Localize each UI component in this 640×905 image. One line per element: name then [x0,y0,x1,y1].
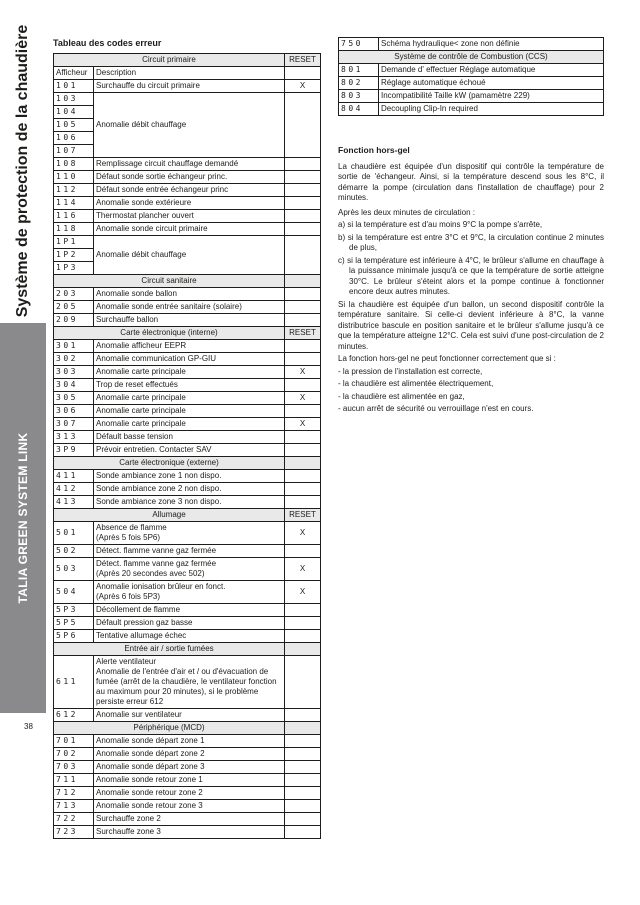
desc-cell: Défaut sonde sortie échangeur princ. [94,171,285,184]
reset-header: RESET [285,509,321,522]
reset-header [285,275,321,288]
desc-cell: Anomalie afficheur EEPR [94,340,285,353]
desc-cell: Schéma hydraulique< zone non définie [379,38,604,51]
desc-cell: Tentative allumage échec [94,630,285,643]
table-row [54,392,321,405]
table-row [54,617,321,630]
table-row [54,735,321,748]
table-row [54,223,321,236]
code-cell: 3P9 [54,444,94,457]
desc-cell: Trop de reset effectués [94,379,285,392]
list-item: - la pression de l'installation est correcte, [338,366,483,376]
code-cell: 712 [54,787,94,800]
table-row [54,483,321,496]
reset-cell [285,353,321,366]
reset-cell [285,301,321,314]
code-cell: 5P6 [54,630,94,643]
desc-cell: Anomalie sonde ballon [94,288,285,301]
reset-cell [285,604,321,617]
section-title-text: Système de protection de la chaudière [14,24,31,318]
table-row [54,444,321,457]
group-header-row [54,54,321,67]
code-cell: 5P5 [54,617,94,630]
column-header-code: Afficheur [54,67,94,80]
code-cell: 209 [54,314,94,327]
desc-cell: Anomalie ionisation brûleur en fonct. (Après 6 fois 5P3) [94,581,285,604]
reset-cell [285,314,321,327]
table-row [54,709,321,722]
table-row [54,470,321,483]
reset-cell [285,630,321,643]
reset-header [285,643,321,656]
page-number: 38 [24,722,33,731]
table-row [54,800,321,813]
table-row [54,761,321,774]
group-header-row [54,643,321,656]
table-row [54,366,321,379]
table-row [54,184,321,197]
frost-protection-section [338,145,604,417]
paragraph: Après les deux minutes de circulation : [338,207,475,217]
desc-cell: Réglage automatique échoué [379,77,604,90]
reset-cell: X [285,80,321,93]
table-row [54,301,321,314]
table-row [54,558,321,581]
desc-cell: Anomalie sonde extérieure [94,197,285,210]
group-header-row [54,457,321,470]
reset-cell [285,470,321,483]
group-header: Périphérique (MCD) [54,722,285,735]
group-header: Système de contrôle de Combustion (CCS) [339,51,604,64]
code-cell: 612 [54,709,94,722]
reset-cell [285,748,321,761]
list-item: - la chaudière est alimentée en gaz, [338,391,465,401]
code-cell: 803 [339,90,379,103]
desc-cell: Décollement de flamme [94,604,285,617]
list-item: b) si la température est entre 3°C et 9°C, la circulation continue 2 minutes de plus, [338,232,604,252]
reset-cell [285,171,321,184]
table-row [54,748,321,761]
desc-cell: Remplissage circuit chauffage demandé [94,158,285,171]
reset-header: RESET [285,54,321,67]
code-cell: 116 [54,210,94,223]
group-header-row [54,722,321,735]
reset-cell [285,656,321,709]
code-cell: 306 [54,405,94,418]
desc-cell: Thermostat plancher ouvert [94,210,285,223]
desc-cell: Anomalie communication GP-GIU [94,353,285,366]
reset-cell [285,826,321,839]
code-cell: 802 [339,77,379,90]
table-row [54,340,321,353]
table-row [54,80,321,93]
table-row [54,581,321,604]
group-header: Allumage [54,509,285,522]
desc-cell: Surchauffe du circuit primaire [94,80,285,93]
desc-cell: Anomalie carte principale [94,418,285,431]
paragraph: La fonction hors-gel ne peut fonctionner correctement que si : [338,354,556,363]
table-row [339,77,604,90]
code-cell: 103 [54,93,94,106]
table-row [54,418,321,431]
desc-cell: Défault basse tension [94,431,285,444]
reset-cell [285,197,321,210]
code-cell: 750 [339,38,379,51]
frost-protection-title: Fonction hors-gel [338,145,410,155]
reset-cell: X [285,558,321,581]
desc-cell: Sonde ambiance zone 1 non dispo. [94,470,285,483]
list-item: c) si la température est inférieure à 4°C, le brûleur s'allume en chauffage à la puissance minimale jusqu'à ce que la température de sortie atteigne 30°C. Le brûleur s'éteint alors et la pompe continue à fonctionner encore deux autres minutes. [338,255,604,296]
reset-cell [285,405,321,418]
table-row [54,353,321,366]
code-cell: 413 [54,496,94,509]
desc-cell: Anomalie sonde départ zone 1 [94,735,285,748]
desc-cell: Anomalie carte principale [94,392,285,405]
reset-cell [285,158,321,171]
desc-cell: Anomalie carte principale [94,366,285,379]
table-row [339,64,604,77]
table-row [54,787,321,800]
table-row [339,90,604,103]
table-row [54,522,321,545]
desc-cell: Anomalie carte principale [94,405,285,418]
table-row [339,103,604,116]
product-band [0,323,46,713]
reset-cell: X [285,581,321,604]
reset-header: RESET [285,327,321,340]
code-cell: 723 [54,826,94,839]
reset-cell: X [285,366,321,379]
reset-cell [285,761,321,774]
code-cell: 804 [339,103,379,116]
desc-cell: Anomalie sonde retour zone 3 [94,800,285,813]
reset-cell: X [285,418,321,431]
table-row [54,158,321,171]
code-cell: 502 [54,545,94,558]
code-cell: 1P3 [54,262,94,275]
code-cell: 501 [54,522,94,545]
reset-cell [285,184,321,197]
reset-cell [285,340,321,353]
table-row [54,236,321,249]
desc-cell: Anomalie sonde retour zone 2 [94,787,285,800]
code-cell: 305 [54,392,94,405]
code-cell: 105 [54,119,94,132]
error-codes-table-continued [338,37,604,116]
code-cell: 106 [54,132,94,145]
code-cell: 205 [54,301,94,314]
table-row [54,774,321,787]
group-header: Circuit sanitaire [54,275,285,288]
table-row [54,630,321,643]
column-header-description: Description [94,67,285,80]
list-item: - la chaudière est alimentée électriquement, [338,379,494,388]
reset-cell: X [285,392,321,405]
desc-cell: Surchauffe zone 2 [94,813,285,826]
reset-cell [285,617,321,630]
code-cell: 203 [54,288,94,301]
desc-cell: Surchauffe zone 3 [94,826,285,839]
reset-cell [285,223,321,236]
code-cell: 107 [54,145,94,158]
desc-cell: Anomalie débit chauffage [94,236,285,275]
code-cell: 301 [54,340,94,353]
code-cell: 412 [54,483,94,496]
table-row [54,545,321,558]
column-header-reset [285,67,321,80]
table-row [54,656,321,709]
code-cell: 702 [54,748,94,761]
table-row [54,197,321,210]
table-row [54,93,321,106]
code-cell: 108 [54,158,94,171]
reset-cell [285,787,321,800]
table-row [54,813,321,826]
desc-cell: Prévoir entretien. Contacter SAV [94,444,285,457]
desc-cell: Incompatibilité Taille kW (pamamètre 229) [379,90,604,103]
group-header: Carte électronique (externe) [54,457,285,470]
reset-cell [285,800,321,813]
desc-cell: Demande d' effectuer Réglage automatique [379,64,604,77]
list-item: a) si la température est d'au moins 9°C la pompe s'arrête, [338,220,543,229]
reset-cell: X [285,522,321,545]
code-cell: 302 [54,353,94,366]
code-cell: 611 [54,656,94,709]
error-codes-table [53,53,321,839]
group-header: Entrée air / sortie fumées [54,643,285,656]
desc-cell: Alerte ventilateur Anomalie de l'entrée d'air et / ou d'évacuation de fumée (arrêt de la chaudière, le ventilateur fonction au maximum pour 20 minutes), si le problème persiste erreur 612 [94,656,285,709]
desc-cell: Sonde ambiance zone 2 non dispo. [94,483,285,496]
group-header: Carte électronique (interne) [54,327,285,340]
reset-cell [285,431,321,444]
table-row [54,379,321,392]
desc-cell: Anomalie sonde départ zone 3 [94,761,285,774]
desc-cell: Anomalie sonde entrée sanitaire (solaire) [94,301,285,314]
desc-cell: Anomalie sonde retour zone 1 [94,774,285,787]
reset-cell [285,496,321,509]
reset-cell [285,210,321,223]
code-cell: 304 [54,379,94,392]
desc-cell: Absence de flamme (Après 5 fois 5P6) [94,522,285,545]
code-cell: 101 [54,80,94,93]
paragraph: Si la chaudière est équipée d'un ballon, un second dispositif contrôle la température sanitaire. Si celle-ci devient inférieure à 8°C, la vanne distributrice bascule en position sanitaire et le brûleur s'allume jusqu'à ce que la température atteigne 12°C. Cela est suivi d'une post-circulation de 2 minutes. [338,299,604,351]
table-row [54,314,321,327]
code-cell: 118 [54,223,94,236]
group-header: Circuit primaire [54,54,285,67]
code-cell: 503 [54,558,94,581]
list-item: - aucun arrêt de sécurité ou verrouillage n'est en cours. [338,404,534,413]
desc-cell: Sonde ambiance zone 3 non dispo. [94,496,285,509]
desc-cell: Défaut sonde entrée échangeur princ [94,184,285,197]
code-cell: 307 [54,418,94,431]
reset-cell [285,735,321,748]
reset-cell [285,774,321,787]
code-cell: 703 [54,761,94,774]
desc-cell: Détect. flamme vanne gaz fermée [94,545,285,558]
product-name: TALIA GREEN SYSTEM LINK [16,432,30,604]
reset-cell [285,545,321,558]
table-row [54,431,321,444]
code-cell: 722 [54,813,94,826]
desc-cell: Anomalie sonde circuit primaire [94,223,285,236]
code-cell: 504 [54,581,94,604]
code-cell: 1P2 [54,249,94,262]
reset-cell [285,813,321,826]
error-table-title: Tableau des codes erreur [53,38,162,48]
desc-cell: Anomalie sur ventilateur [94,709,285,722]
reset-cell [285,709,321,722]
code-cell: 303 [54,366,94,379]
code-cell: 411 [54,470,94,483]
desc-cell: Anomalie débit chauffage [94,93,285,158]
vertical-section-title [6,24,40,318]
table-row [54,826,321,839]
desc-cell: Surchauffe ballon [94,314,285,327]
paragraph: La chaudière est équipée d'un dispositif qui contrôle la température de sortie de 'échangeur. Ainsi, si la température descend sous les 8°C, il démarre la pompe (circulation dans l'installation de chauffage) pour 2 minutes. [338,161,604,202]
code-cell: 701 [54,735,94,748]
reset-cell [285,93,321,158]
code-cell: 112 [54,184,94,197]
desc-cell: Decoupling Clip-In required [379,103,604,116]
desc-cell: Anomalie sonde départ zone 2 [94,748,285,761]
column-header-row [54,67,321,80]
desc-cell: Détect. flamme vanne gaz fermée (Après 20 secondes avec 502) [94,558,285,581]
reset-header [285,457,321,470]
group-header-row [54,509,321,522]
reset-cell [285,444,321,457]
table-row [54,210,321,223]
table-row [54,288,321,301]
code-cell: 114 [54,197,94,210]
code-cell: 5P3 [54,604,94,617]
reset-cell [285,288,321,301]
reset-cell [285,379,321,392]
code-cell: 110 [54,171,94,184]
table-row [54,496,321,509]
code-cell: 801 [339,64,379,77]
code-cell: 313 [54,431,94,444]
reset-header [285,722,321,735]
group-header-row [339,51,604,64]
code-cell: 1P1 [54,236,94,249]
reset-cell [285,236,321,275]
group-header-row [54,275,321,288]
code-cell: 104 [54,106,94,119]
table-row [54,405,321,418]
table-row [339,38,604,51]
table-row [54,171,321,184]
group-header-row [54,327,321,340]
desc-cell: Défault pression gaz basse [94,617,285,630]
reset-cell [285,483,321,496]
table-row [54,604,321,617]
code-cell: 713 [54,800,94,813]
code-cell: 711 [54,774,94,787]
